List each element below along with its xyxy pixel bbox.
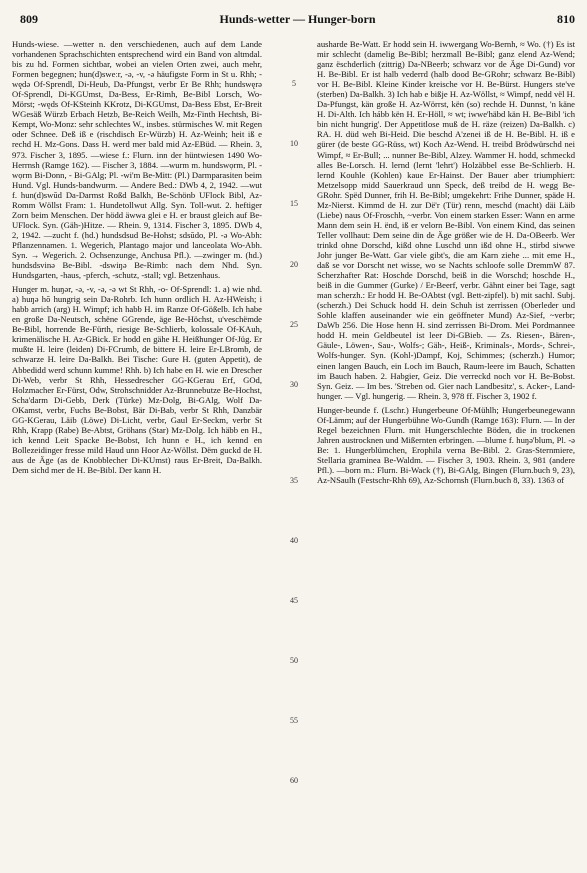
line-number: 55 bbox=[290, 716, 298, 725]
right-column bbox=[317, 39, 575, 873]
header-title: Hunds-wetter — Hunger-born bbox=[219, 12, 376, 26]
line-number: 30 bbox=[290, 380, 298, 389]
line-number: 10 bbox=[290, 139, 298, 148]
left-column bbox=[12, 39, 262, 873]
page-number-right: 810 bbox=[557, 12, 575, 26]
line-number: 5 bbox=[292, 79, 296, 88]
line-number: 45 bbox=[290, 596, 298, 605]
entry-hunger-continued: ausharde Be-Watt. Er hodd sein H. iwwergang Wo-Bernh, ≈ Wo. (†) Es ist mir schlecht (damelig Be-Bibl; herzmall Be-Bibl; ganz elend Az-Wend; ganz ëschderlich (zittrig) Da-NBeerb; schwarz vor de Äge Di-Gund) vor H. Be-Bibl. Er ist halb vederrd (halb dood Be-GRohr; schwarz Be-Bibl) vor H. Be-Bibl. Kleine Kinder kreische vor H. Be-Bürst. Hungers ste've (sterben) Da-Balkh. 3) Ich hab e bißje H. Az-Wöllst, ≈ Wimpf, nedd vël H. Da-Pfungst, kän große H. Az-Wörrst, kën (so) rechde H. Dunnst, 'n käne H. Di-Alth. Ich hább kën H. Er-Höll, ≈ wt; iwwe'häbd kän H. Be-Bibl 'ich bin nicht hungrig'. Der Appetitlose muß de H. räze (reizen) Da-Balkh. c) RA. H. düd weh Bi-Heid. Die beschd A'zenei iß de H. Be-Bibl. H. iß e gürer (de beste GG-Rüss, wt) Koch Az-Wend. H. treibd Brödwürschd nei Wimpf, ≈ Er-Bull; ... nunner Be-Bibl, Alzey. Wammer H. hodd, schmeckd alles Be-Lorsch. H. lernd (lernt 'lehrt') Holzäbbel esse Be-Schlierb. H. lernd Kouhle (Kohlen) kaue Er-Hainst. Der Bauer aber triumphiert: Metzelsopp midd Sauerkraud unn Speck, deß treibd de H. wegg Be-GRohr. Spëd Dunner, frih H. Be-Bibl; umgekehrt: Frihe Dunner, späde H. Mz-Nierst. Kimmd de H. zur Dë'r (Tür) renn, meschd (macht) däi Läib (Liebe) naus Of-Froschh, ~verbr. Von einem starken Esser: Wann en arme Mann dem sein H. ënd, iß er velorn Be-Bibl. Von einem Kind, das seinen Teller vollhaut: Dem seine din de Äge größer wie de H. Da-OBeerb. Wer trinkd ohne Dorschd, kißd ohne Luschd unn ißd ohne H., stirbd siwwe Johr junger Be-Watt. Gar viele gibt's, die am Karn ziehe ... mit eme H., daß se vor Dorscht net wisse, wo se Nachts schloofe solle DremmW 87. Scherzhafter Rat: Hoschde Dorschd, beiß in die Worschd; hoschde H., beiß in die Gummer (Gurke) / Er-Beerf, verbr. Gähnt einer bei Tage, sagt man scherzh.: Er hodd H. Be-OAbtst (vgl. Bett-zipfel). b) mit sachl. Subj. (scherzh.) Dei Schuck hodd H. dein Schuh ist zerrissen (Oberleder und Sohle klaffen auseinander wie ein geöffneter Mund) Az-Sief, ~verbr; DaWb 256. Die Hose henn H. sind zerrissen Bi-Drom. Mei Pordmannee hodd H. mein Geldbeutel ist leer Di-GBieb. — Zs. Riesen-, Bären-, Gäule-, Löwen-, Sau-, Wolfs-; Gäh-, Heiß-, Kriminals-, Mords-, Schrei-, Wolfs-hunger. Syn. (Kohl-)Dampf, Koj, Schimmes; (scherzh.) Humor; einen langen Bauch, ein Loch im Bauch, Raum-leere im Bauch, Schatten im Bauch haben. 2. Habgier, Geiz. Die verreckd noch vor H. Be-Bobst. Syn. Geiz. — Im bes. 'Streben od. Gier nach Landbesitz', s. Acker-, Land-hunger. — Vgl. hungerig. — Rhein. 3, 978 ff. Fischer 3, 1902 f. bbox=[317, 39, 575, 401]
page-number-left: 809 bbox=[20, 12, 38, 26]
line-number: 25 bbox=[290, 320, 298, 329]
entry-hunger: Hunger m. huŋər, -ə, -v, -ə, -ə wt St Rhh, -o- Of-Sprendl: 1. a) wie nhd. a) huŋə hō hungrig sein Da-Rohrb. Ich hunn ordlich H. Az-HWeish; i habb arrich (arg) H. Wimpf; ich habb H. im Ranze Of-Gößelb. Ich habe en große Da-Neutsch, schëne GGrende, äge Be-Höchst, u'veschëmde Be-Bibl, horrende Be-Fürth, riesige Be-Schlierb, kolossale Of-KAuh, krimenälische H. Az-GBick. Er hodd en gähe H. Heißhunger Of-Jüg. Er mußte H. leire (leiden) Di-FCrumb, de bittere H. leire Er-LBromb, de schwarze H. leire Da-Balkh. Bei Tische: Gure H. (guten Appetit), de Abbedidd werd schunn kumme! Rhh. b) Ich habe en H. wie en Drescher Di-Web, verbr St Rhh, Hessedrescher GG-KGerau Erf, GOd, Holzmacher Er-Fürst, Odw, Strohschnidder Az-Brunnebutze Be-Hochst, Scha'darm Di-Gebb, Derk (Türke) Mz-Dolg, Bi-GAlg, Wolf Da-OKamst, verbr, Fuchs Be-Bobst, Bär Di-Bab, verbr St Rhh, Danzbär GG-KGerau, Läib (Löwe) Di-Licht, verbr, Gaul Er-Seckm, verbr St Rhh, Krapp (Rabe) Be-Abtst, Gröhans (Star) Mz-Dolg. Ich häbb en H., ich kennd Leit Spacke Be-Bobst, Ich hunn e H., ich kennd en Bollezeidinger fresse mild Haud unn Hoor Az-Wöllst. Dëm guckd de H. aus de Äge (as de Knobblecher Di-KUmst) raus Er-Breit, Da-Balkh. Dem sichd mer de H. Be-Bibl. Der kann H. bbox=[12, 284, 262, 475]
entry-hunds-wetter: Hunds-wiese. —wetter n. den verschiedenen, auch auf dem Lande vorhandenen Sprachschichten entsprechend wird ein Band von altmdal. bis zu hd. Formen sichtbar, wobei an vielen Orten zwei, auch mehr, Formen begegnen; hun(d)sweːr, -ə, -v, -ə häufigste Form in St u. Rhh; -wędə Of-Sprendl, Di-Heub, Da-Pfungst, verbr Er Be Rhh; hundswęrə Of-Sprendl, Di-KGUmst, Da-Bess, Er-Rimh, Be-Bibl Lorsch, Wo-Mörst; -węds Of-KSteinh KKrotz, Di-KGUmst, Da-Bess Ebst, Er-Breit WGesäß Würzb Erbach Hetzb, Be-Reich Weilh, Mz-Finth Hechtsh, Bi-Kempt, Wo-Monz: sehr schlechtes W., insbes. stürmisches W. mit Regen oder Schnee. Deß iß e (rischdisch Er-Würzb) H. Az-Weinh; heit iß e rechd H. Mz-Gons. Dass H. werd mer bald mid Az-EBüd. — Rhein. 3, 973. Fischer 3, 1895. —wiese f.: Flurn. inn der hüntwiesen 1490 Wo-Herrnsh (Ramge 162). — Fischer 3, 1884. —wurm m. hundswọrm, Pl. -wọrm Bi-Donn, - Bi-GAlg; Pl. -wi'm Be-Mitt: (Pl.) Darmparasiten beim Hund. Vgl. Hunds-bandwurm. — Andere Bed.: DWb 4, 2, 1942. —wut f. hun(d)swūd Da-Darmst Roßd Balkh, Be-Schönb UFlock Bibl, Az-Romm Wöllst Fram: 1. Hundetollwut Allg. Syn. Toll-wut. 2. heftiger Zorn beim Menschen. Der hödd äwwa glei e H. er braust gleich auf Be-UFlock. Syn. (Gäh-)Hitze. — Rhein. 9, 1314. Fischer 3, 1895. DWb 4, 2, 1942. —zucht f. (hd.) hundsdsud Be-Hohst; sdsūdo, Pl. -ə Wo-Abh: Pflanzennamen. 1. Wegerich, Plantago major und lanceolata Wo-Abh. Syn. → Wegerich. 2. Ochsenzunge, Anchusa Pfl.). —zwinger m. (hd.) hundsdsvinə Be-Bibl. -dswiŋə Be-Rimb: nach dem Nhd. Syn. Hundsgarten, -haus, -pferch, -schutz, -stall; vgl. Betzenhaus. bbox=[12, 39, 262, 281]
running-header bbox=[20, 10, 575, 28]
line-number: 20 bbox=[290, 260, 298, 269]
line-number: 15 bbox=[290, 199, 298, 208]
line-number: 50 bbox=[290, 656, 298, 665]
entry-hunger-beunde: Hunger-beunde f. (Lschr.) Hungerbeune Of-Mühlh; Hungerbeunegewann Of-Lämm; auf der Hungerbühne Wo-Gundh (Ramge 163): Flurn. — In der Regel bezeichnen Flurn. mit Hungerschlechte Böden, die in trockenen Jahren austrocknen und Mißernten erbringen. —blume f. huŋə'blum, Pl. -ə Be: 1. Hungerblümchen, Erophila verna Be-Bibl. 2. Gras-Sternmiere, Stellaria graminea Be-Waldm. — Fischer 3, 1903. Rhein. 3, 981 (andere Pfl.). —born m.: Flurn. Bi-Wack (†), Bi-GAlg, Bingen (Flurn.buch 9, 23), Az-NSaulh (Festschr-Rhh 69), Az-Schornsh (Flurn.buch 8, 33). 1363 of bbox=[317, 404, 575, 486]
line-number: 35 bbox=[290, 476, 298, 485]
line-number: 40 bbox=[290, 536, 298, 545]
line-number: 60 bbox=[290, 776, 298, 785]
